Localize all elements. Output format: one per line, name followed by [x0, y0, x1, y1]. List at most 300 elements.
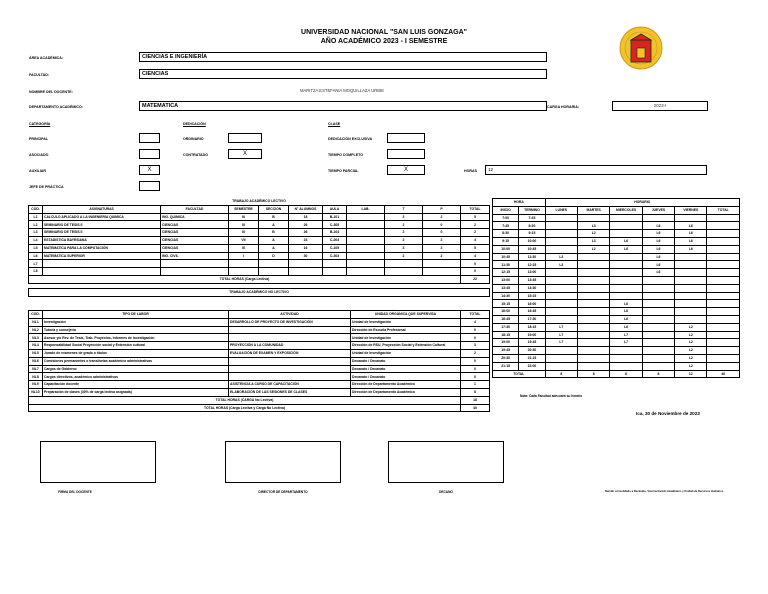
- schedule-cell: [642, 308, 674, 316]
- lectivo-total-value: 22: [461, 275, 490, 283]
- schedule-cell: L2: [675, 362, 707, 370]
- table-cell: NL2: [29, 326, 43, 334]
- schedule-cell: [577, 261, 609, 269]
- schedule-header-cell: LUNES: [545, 206, 577, 214]
- schedule-cell: 12:15: [493, 269, 519, 277]
- schedule-cell: 10:00: [519, 237, 545, 245]
- schedule-cell: [577, 253, 609, 261]
- table-cell: [43, 260, 161, 268]
- schedule-row: [493, 214, 740, 222]
- table-cell: DESARROLLO DE PROYECTO DE INVESTIGACIÓN: [229, 318, 351, 326]
- schedule-cell: [707, 308, 740, 316]
- tiempo-parcial-checkbox[interactable]: X: [387, 165, 425, 175]
- table-cell: 3: [385, 213, 423, 221]
- table-cell: MATEMATICA PARA LA COMPUTACIÓN: [43, 244, 161, 252]
- lectivo-header-cell: AULA: [323, 205, 347, 213]
- table-cell: 26: [289, 229, 323, 237]
- schedule-cell: L2: [675, 339, 707, 347]
- schedule-cell: [577, 339, 609, 347]
- schedule-cell: [675, 308, 707, 316]
- table-cell: 2: [423, 236, 461, 244]
- schedule-cell: [675, 276, 707, 284]
- table-cell: B-101: [323, 213, 347, 221]
- schedule-cell: L7: [545, 323, 577, 331]
- depto-label: DEPARTAMENTO ACADÉMICO:: [29, 105, 83, 109]
- table-cell: 4: [461, 236, 490, 244]
- schedule-cell: [675, 214, 707, 222]
- table-cell: 5: [461, 244, 490, 252]
- schedule-cell: [545, 362, 577, 370]
- table-cell: 2: [461, 229, 490, 237]
- lectivo-table: [28, 198, 490, 297]
- schedule-cell: [545, 284, 577, 292]
- schedule-cell: L7: [610, 331, 642, 339]
- schedule-cell: L7: [545, 331, 577, 339]
- table-cell: [259, 260, 289, 268]
- schedule-cell: L2: [577, 245, 609, 253]
- schedule-cell: 17:30: [493, 323, 519, 331]
- table-cell: PROYECCIÓN A LA COMUNIDAD: [229, 342, 351, 350]
- carga-field[interactable]: 2023-I: [612, 101, 708, 111]
- facultad-label: FACULTAD:: [29, 73, 50, 77]
- schedule-row: [493, 261, 740, 269]
- schedule-total-label: TOTAL: [493, 370, 546, 378]
- table-row: [29, 252, 490, 260]
- firma-director-box[interactable]: [225, 441, 341, 483]
- schedule-cell: 11:30: [519, 253, 545, 261]
- schedule-cell: [577, 276, 609, 284]
- dedicacion-exclusiva-checkbox[interactable]: [387, 133, 425, 143]
- schedule-cell: [610, 230, 642, 238]
- schedule-cell: [545, 300, 577, 308]
- table-cell: C-303: [323, 252, 347, 260]
- schedule-cell: [577, 284, 609, 292]
- ordinario-label: ORDINARIO: [183, 137, 204, 141]
- principal-checkbox[interactable]: [139, 133, 160, 143]
- schedule-header-cell: INICIO: [493, 206, 519, 214]
- table-cell: ELABORACIÓN DE LAS SESIONES DE CLASES: [229, 388, 351, 396]
- table-cell: NL6: [29, 357, 43, 365]
- lectivo-header-cell: TOTAL: [461, 205, 490, 213]
- depto-field[interactable]: MATEMATICA: [139, 101, 547, 111]
- dedicacion-exclusiva-label: DEDICACIÓN EXCLUSIVA: [328, 137, 373, 141]
- table-cell: [43, 268, 161, 276]
- schedule-cell: [675, 284, 707, 292]
- schedule-cell: 19:45: [519, 339, 545, 347]
- table-cell: [323, 260, 347, 268]
- table-cell: CIENCIAS: [161, 236, 229, 244]
- table-cell: 3: [385, 244, 423, 252]
- table-cell: [347, 229, 385, 237]
- table-cell: L6: [29, 252, 43, 260]
- clase-heading: CLASE: [328, 122, 341, 126]
- schedule-cell: [577, 292, 609, 300]
- table-cell: 2: [423, 213, 461, 221]
- table-cell: [323, 268, 347, 276]
- lectivo-header-row: [29, 205, 490, 213]
- schedule-cell: [545, 237, 577, 245]
- table-cell: D: [259, 252, 289, 260]
- schedule-cell: [610, 284, 642, 292]
- schedule-cell: 7:45: [519, 214, 545, 222]
- table-cell: Jurado de exámenes de grado o títulos: [43, 349, 229, 357]
- no-lectivo-header-cell: TOTAL: [461, 311, 490, 319]
- schedule-cell: 15:15: [519, 292, 545, 300]
- firma-decano-label: DECANO: [439, 490, 453, 494]
- docente-value: MARITZA ESTEFANIA MOQUILLAZA URIBE: [300, 88, 385, 93]
- schedule-total-cell: 8: [610, 370, 642, 378]
- schedule-cell: [577, 300, 609, 308]
- table-row: [29, 268, 490, 276]
- schedule-cell: [707, 276, 740, 284]
- table-cell: 2: [385, 229, 423, 237]
- table-cell: L3: [29, 229, 43, 237]
- lectivo-header-cell: T: [385, 205, 423, 213]
- schedule-cell: 9:15: [493, 237, 519, 245]
- schedule-cell: 17:30: [519, 315, 545, 323]
- table-cell: C-305: [323, 221, 347, 229]
- schedule-header-cell: MARTES: [577, 206, 609, 214]
- table-cell: 4: [461, 252, 490, 260]
- table-cell: L4: [29, 236, 43, 244]
- schedule-cell: [642, 292, 674, 300]
- schedule-cell: L6: [610, 308, 642, 316]
- schedule-cell: [610, 222, 642, 230]
- schedule-cell: [707, 214, 740, 222]
- table-cell: NL1: [29, 318, 43, 326]
- schedule-cell: [707, 362, 740, 370]
- footer-date: Ica, 30 de Noviembre de 2023: [636, 411, 700, 416]
- table-cell: 2: [423, 252, 461, 260]
- table-row: [29, 229, 490, 237]
- schedule-row: [493, 339, 740, 347]
- table-cell: III: [229, 213, 259, 221]
- contratado-checkbox[interactable]: X: [228, 149, 262, 159]
- no-lectivo-title: TRABAJO ACADÉMICO NO LECTIVO: [29, 288, 490, 296]
- table-cell: Unidad de Investigación: [351, 334, 461, 342]
- table-cell: 0: [461, 373, 490, 381]
- schedule-cell: L6: [610, 237, 642, 245]
- university-logo: [619, 26, 663, 74]
- schedule-row: [493, 308, 740, 316]
- schedule-cell: 21:15: [519, 354, 545, 362]
- table-cell: 5: [461, 213, 490, 221]
- schedule-cell: [675, 261, 707, 269]
- table-cell: CIENCIAS: [161, 221, 229, 229]
- total-general-label: TOTAL HORAS (Carga Lectiva y Carga No Lectiva): [29, 404, 461, 412]
- table-row: [29, 213, 490, 221]
- schedule-cell: [610, 276, 642, 284]
- schedule-cell: [577, 323, 609, 331]
- schedule-cell: L6: [610, 323, 642, 331]
- schedule-cell: 13:00: [493, 276, 519, 284]
- table-cell: SEMINARIO DE TESIS II: [43, 221, 161, 229]
- table-cell: 2: [423, 244, 461, 252]
- table-cell: [423, 260, 461, 268]
- schedule-cell: [642, 362, 674, 370]
- table-row: [29, 260, 490, 268]
- table-cell: C-105: [323, 244, 347, 252]
- firma-docente-box[interactable]: [40, 441, 156, 483]
- schedule-cell: [707, 284, 740, 292]
- schedule-cell: [707, 261, 740, 269]
- schedule-row: [493, 269, 740, 277]
- schedule-cell: [642, 339, 674, 347]
- table-cell: ESTADISTICA BAYESIANA: [43, 236, 161, 244]
- horario-title: HORARIO: [545, 199, 739, 207]
- jefe-checkbox[interactable]: [139, 181, 160, 191]
- table-cell: Decanato / Decanato: [351, 357, 461, 365]
- schedule-note: Nota: Cada Facultad adecuará su horario: [520, 394, 583, 398]
- schedule-cell: [545, 222, 577, 230]
- table-row: [29, 349, 490, 357]
- table-cell: NL7: [29, 365, 43, 373]
- table-cell: Dirección de Escuela Profesional: [351, 326, 461, 334]
- schedule-cell: L2: [675, 347, 707, 355]
- firma-director-label: DIRECTOR DE DEPARTAMENTO: [258, 490, 308, 494]
- schedule-cell: [642, 276, 674, 284]
- schedule-cell: [610, 261, 642, 269]
- schedule-row: [493, 245, 740, 253]
- tiempo-completo-checkbox[interactable]: [387, 149, 425, 159]
- schedule-cell: 16:00: [493, 308, 519, 316]
- schedule-row: [493, 347, 740, 355]
- schedule-cell: 15:15: [493, 300, 519, 308]
- table-cell: ASISTENCIA A CURSO DE CAPACITACIÓN: [229, 381, 351, 389]
- schedule-cell: L3: [545, 261, 577, 269]
- asociado-checkbox[interactable]: [139, 149, 160, 159]
- schedule-cell: [545, 214, 577, 222]
- table-cell: [229, 357, 351, 365]
- schedule-row: [493, 284, 740, 292]
- schedule-row: [493, 292, 740, 300]
- schedule-cell: [707, 230, 740, 238]
- table-cell: Cargos directivos, académico administrativos: [43, 373, 229, 381]
- schedule-row: [493, 300, 740, 308]
- schedule-cell: [707, 245, 740, 253]
- table-cell: Comisiones permanentes o transitorias académico administrativas: [43, 357, 229, 365]
- schedule-row: [493, 362, 740, 370]
- schedule-cell: [610, 292, 642, 300]
- lectivo-header-cell: N° ALUMNOS: [289, 205, 323, 213]
- schedule-cell: [707, 222, 740, 230]
- table-cell: CALCULO APLICADO A LA INGENIERIA QUIMICA: [43, 213, 161, 221]
- carga-label: CARGA HORARIA:: [547, 105, 580, 109]
- schedule-cell: [545, 347, 577, 355]
- firma-decano-box[interactable]: [388, 441, 504, 483]
- table-cell: Unidad de Investigación: [351, 318, 461, 326]
- table-cell: [347, 252, 385, 260]
- table-row: [29, 342, 490, 350]
- ordinario-checkbox[interactable]: [228, 133, 262, 143]
- schedule-cell: 11:30: [493, 261, 519, 269]
- no-lectivo-header-cell: ACTIVIDAD: [229, 311, 351, 319]
- schedule-cell: 13:45: [493, 284, 519, 292]
- no-lectivo-total-label: TOTAL HORAS (CARGA No Lectiva): [29, 396, 461, 404]
- schedule-cell: [707, 339, 740, 347]
- schedule-cell: [577, 331, 609, 339]
- table-cell: Unidad de Investigación: [351, 349, 461, 357]
- lectivo-header-cell: P: [423, 205, 461, 213]
- schedule-header-row: [493, 206, 740, 214]
- table-cell: Asesor y/o Rev. de Tesis, Trab. Proyectos, Informes de Investigación: [43, 334, 229, 342]
- schedule-total-cell: 40: [707, 370, 740, 378]
- table-cell: [347, 260, 385, 268]
- schedule-cell: L6: [610, 245, 642, 253]
- schedule-cell: [642, 347, 674, 355]
- schedule-cell: L6: [642, 261, 674, 269]
- table-cell: VII: [229, 236, 259, 244]
- schedule-cell: [707, 323, 740, 331]
- table-cell: Decanato / Decanato: [351, 373, 461, 381]
- university-title: UNIVERSIDAD NACIONAL "SAN LUIS GONZAGA": [301, 29, 467, 36]
- table-cell: [229, 334, 351, 342]
- table-cell: B: [259, 229, 289, 237]
- facultad-field[interactable]: CIENCIAS: [139, 69, 547, 79]
- table-row: [29, 373, 490, 381]
- schedule-cell: 19:00: [493, 339, 519, 347]
- schedule-cell: [707, 253, 740, 261]
- schedule-cell: 21:15: [493, 362, 519, 370]
- schedule-cell: L7: [545, 339, 577, 347]
- schedule-cell: [642, 284, 674, 292]
- table-cell: NL10: [29, 388, 43, 396]
- table-cell: SEMINARIO DE TESIS II: [43, 229, 161, 237]
- table-cell: C-204: [323, 236, 347, 244]
- schedule-cell: [707, 292, 740, 300]
- schedule-row: [493, 230, 740, 238]
- lectivo-header-cell: SEMESTRE: [229, 205, 259, 213]
- schedule-cell: [707, 354, 740, 362]
- categoria-heading: CATEGORÍA: [29, 122, 51, 126]
- table-cell: 8: [461, 388, 490, 396]
- schedule-cell: 9:15: [519, 230, 545, 238]
- schedule-cell: [675, 269, 707, 277]
- table-cell: 0: [423, 229, 461, 237]
- lectivo-header-cell: ASIGNATURAS: [43, 205, 161, 213]
- schedule-cell: L6: [642, 222, 674, 230]
- schedule-cell: L6: [675, 222, 707, 230]
- table-cell: Tutoría y consejería: [43, 326, 229, 334]
- schedule-cell: 8:30: [519, 222, 545, 230]
- tiempo-parcial-label: TIEMPO PARCIAL: [328, 169, 359, 173]
- table-cell: L7: [29, 260, 43, 268]
- table-cell: III: [229, 229, 259, 237]
- dedicacion-heading: DEDICACIÓN: [183, 122, 206, 126]
- schedule-row: [493, 237, 740, 245]
- table-cell: III: [229, 244, 259, 252]
- table-cell: MATEMATICA SUPERIOR: [43, 252, 161, 260]
- schedule-cell: [675, 292, 707, 300]
- schedule-row: [493, 323, 740, 331]
- table-cell: NL5: [29, 349, 43, 357]
- tiempo-completo-label: TIEMPO COMPLETO: [328, 153, 364, 157]
- table-cell: 0: [461, 268, 490, 276]
- schedule-cell: 14:30: [493, 292, 519, 300]
- table-row: [29, 388, 490, 396]
- table-cell: 0: [423, 221, 461, 229]
- schedule-cell: [545, 230, 577, 238]
- table-cell: Capacitación docente: [43, 381, 229, 389]
- table-cell: L1: [29, 213, 43, 221]
- table-cell: [347, 213, 385, 221]
- schedule-cell: [642, 300, 674, 308]
- firma-docente-label: FIRMA DEL DOCENTE: [58, 490, 92, 494]
- table-cell: ING. QUIMICA: [161, 213, 229, 221]
- table-cell: 0: [461, 334, 490, 342]
- table-cell: [161, 268, 229, 276]
- table-cell: L2: [29, 221, 43, 229]
- table-cell: NL4: [29, 342, 43, 350]
- area-field[interactable]: CIENCIAS E INGENIERÍA: [139, 52, 547, 62]
- table-cell: [229, 365, 351, 373]
- table-cell: 0: [461, 326, 490, 334]
- schedule-cell: L6: [675, 245, 707, 253]
- no-lectivo-header-cell: COD.: [29, 311, 43, 319]
- schedule-row: [493, 276, 740, 284]
- table-cell: A: [259, 244, 289, 252]
- table-cell: Cargos de Gobierno: [43, 365, 229, 373]
- schedule-total-cell: 12: [675, 370, 707, 378]
- schedule-cell: L6: [675, 237, 707, 245]
- table-cell: 1: [461, 381, 490, 389]
- schedule-cell: [545, 354, 577, 362]
- schedule-cell: 22:00: [519, 362, 545, 370]
- schedule-cell: L3: [577, 222, 609, 230]
- auxiliar-label: AUXILIAR: [29, 169, 46, 173]
- table-cell: Dirección de RSU, Proyección Social y Extensión Cultural: [351, 342, 461, 350]
- schedule-cell: 19:45: [493, 347, 519, 355]
- lectivo-header-cell: LAB.: [347, 205, 385, 213]
- no-lectivo-total-value: 18: [461, 396, 490, 404]
- table-cell: B-104: [323, 229, 347, 237]
- docente-label: NOMBRE DEL DOCENTE:: [29, 90, 73, 94]
- contratado-label: CONTRATADO: [183, 153, 209, 157]
- lectivo-total-label: TOTAL HORAS (Carga Lectiva): [29, 275, 461, 283]
- schedule-cell: 14:30: [519, 284, 545, 292]
- schedule-cell: [610, 269, 642, 277]
- table-cell: B: [259, 213, 289, 221]
- schedule-cell: L2: [675, 323, 707, 331]
- schedule-total-cell: 8: [577, 370, 609, 378]
- table-cell: L5: [29, 244, 43, 252]
- area-label: ÁREA ACADÉMICA:: [29, 56, 64, 60]
- table-cell: Responsabilidad Social Proyección social y Extensión cultural: [43, 342, 229, 350]
- table-cell: [161, 260, 229, 268]
- schedule-cell: [545, 269, 577, 277]
- table-cell: 26: [289, 221, 323, 229]
- table-cell: 2: [461, 221, 490, 229]
- table-row: [29, 334, 490, 342]
- horas-field[interactable]: 12: [485, 165, 707, 175]
- schedule-cell: 13:00: [519, 269, 545, 277]
- schedule-cell: 12:15: [519, 261, 545, 269]
- schedule-cell: 16:45: [493, 315, 519, 323]
- schedule-cell: [610, 253, 642, 261]
- schedule-cell: 7:45: [493, 222, 519, 230]
- schedule-cell: [577, 315, 609, 323]
- schedule-cell: 16:45: [519, 308, 545, 316]
- table-cell: [385, 260, 423, 268]
- schedule-cell: [545, 308, 577, 316]
- schedule-cell: [707, 300, 740, 308]
- schedule-cell: [642, 214, 674, 222]
- schedule-cell: [675, 315, 707, 323]
- schedule-cell: [577, 347, 609, 355]
- schedule-cell: [642, 315, 674, 323]
- schedule-cell: [545, 276, 577, 284]
- auxiliar-checkbox[interactable]: X: [139, 165, 160, 175]
